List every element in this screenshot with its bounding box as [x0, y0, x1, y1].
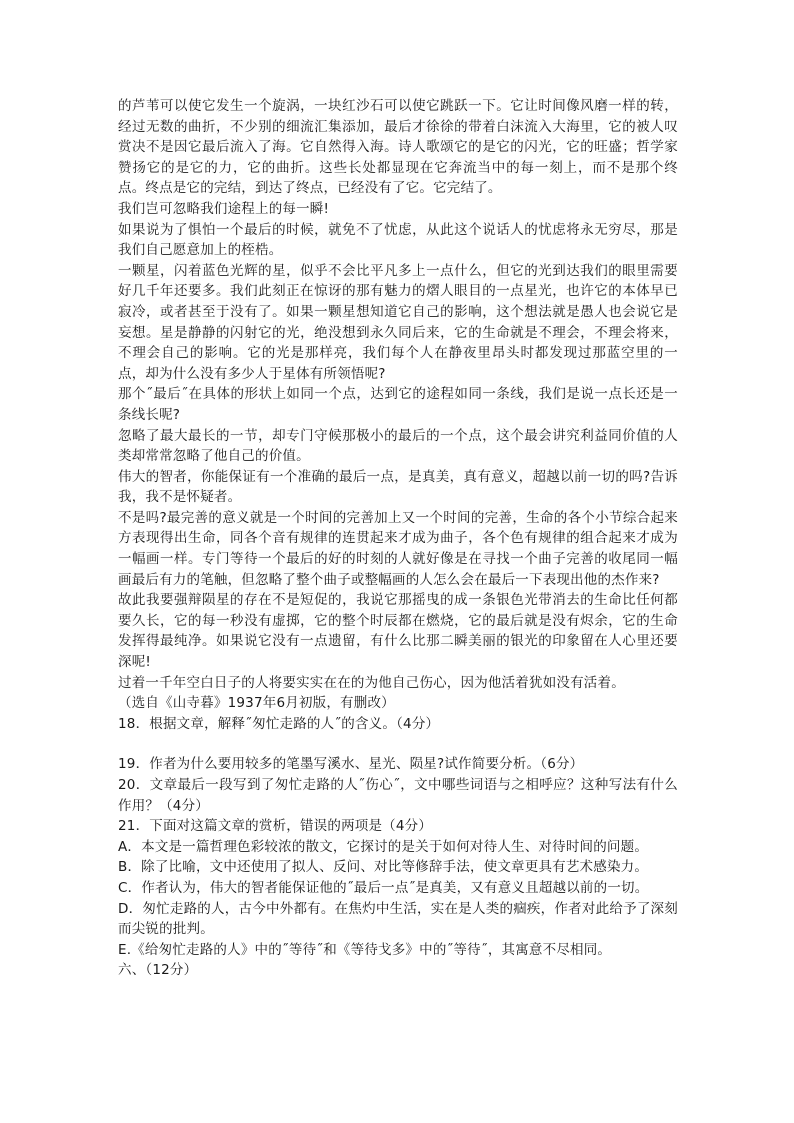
- source-note: （选自《山寺暮》1937年6月初版，有删改）: [118, 695, 395, 712]
- paragraph-neglect: 忽略了最大最长的一节，却专门守候那极小的最后的一个点，这个最会讲究利益同价值的人类却常常忽略了他自己的价值。: [118, 427, 678, 465]
- paragraph-perfection: 不是吗?最完善的意义就是一个时间的完善加上又一个时间的完善，生命的各个小节综合起来方表现得出生命，同各个音有规律的连贯起来才成为曲子，各个色有规律的组合起来才成为一幅画一样。专门等待一个最后的好的时刻的人就好像是在寻找一个曲子完善的收尾同一幅画最后有力的笔触，但忽略了整个曲子或整幅画的人怎么会在最后一下表现出他的杰作来?: [118, 509, 678, 588]
- paragraph-stream: 的芦苇可以使它发生一个旋涡，一块红沙石可以使它跳跃一下。它让时间像风磨一样的转，经过无数的曲折，不少别的细流汇集添加，最后才徐徐的带着白沫流入大海里，它的被人叹赏决不是因它最后流入了海。它自然得入海。诗人歌颂它的是它的闪光，它的旺盛；哲学家赞扬它的是它的力，它的曲折。这些长处都显现在它奔流当中的每一刻上，而不是那个终点。终点是它的完结，到达了终点，已经没有了它。它完结了。: [118, 98, 678, 197]
- option-c: C．作者认为，伟大的智者能保证他的˝最后一点˝是真美，又有意义且超越以前的一切。: [118, 879, 649, 896]
- question-19: 19．作者为什么要用较多的笔墨写溪水、星光、陨星?试作简要分析。（6分）: [118, 756, 584, 773]
- question-21: 21．下面对这篇文章的赏析，错误的两项是（4分）: [118, 818, 433, 835]
- paragraph-star: 一颗星，闪着蓝色光辉的星，似乎不会比平凡多上一点什么，但它的光到达我们的眼里需要好几千年还要多。我们此刻正在惊讶的那有魅力的熠人眼目的一点星光，也许它的本体早已寂冷，或者甚至于没有了。如果一颗星想知道它自己的影响，这个想法就是愚人也会说它是妄想。星是静静的闪射它的光，绝没想到永久同后来，它的生命就是不理会，不理会将来，不理会自己的影响。它的光是那样亮，我们每个人在静夜里昂头时都发现过那蓝空里的一点，却为什么没有多少人于星体有所领悟呢?: [118, 262, 678, 382]
- option-b: B．除了比喻，文中还使用了拟人、反问、对比等修辞手法，使文章更具有艺术感染力。: [118, 859, 649, 876]
- paragraph-every-moment: 我们岂可忽略我们途程上的每一瞬!: [118, 200, 330, 217]
- question-18: 18．根据文章，解释˝匆忙走路的人˝的含义。（4分）: [118, 715, 440, 732]
- paragraph-meteor: 故此我要强辩陨星的存在不是短促的，我说它那摇曳的成一条银色光带消去的生命比任何都要久长，它的每一秒没有虚掷，它的整个时辰都在燃烧，它的最后就是没有烬余，它的生命发挥得最纯净。如果说它没有一点遗留，有什么比那二瞬美丽的银光的印象留在人心里还要深呢!: [118, 592, 678, 671]
- paragraph-worry: 如果说为了惧怕一个最后的时候，就免不了忧虑，从此这个说话人的忧虑将永无穷尽，那是我们自己愿意加上的桎梏。: [118, 221, 678, 259]
- option-a: A．本文是一篇哲理色彩较浓的散文，它探讨的是关于如何对待人生、对待时间的问题。: [118, 838, 649, 855]
- option-d: D．匆忙走路的人，古今中外都有。在焦灼中生活，实在是人类的痼疾，作者对此给予了深刻而尖锐的批判。: [118, 900, 678, 938]
- answer-space: [118, 734, 678, 754]
- section-six-heading: 六、（12分）: [118, 962, 198, 979]
- paragraph-thousand-years: 过着一千年空白日子的人将要实实在在的为他自己伤心，因为他活着犹如没有活着。: [118, 674, 625, 691]
- paragraph-wise-man: 伟大的智者，你能保证有一个准确的最后一点，是真美，真有意义，超越以前一切的吗?告诉我，我不是怀疑者。: [118, 468, 678, 506]
- question-20: 20．文章最后一段写到了匆忙走路的人˝伤心˝，文中哪些词语与之相呼应？这种写法有什么作用？（4分）: [118, 777, 678, 814]
- option-e: E.《给匆忙走路的人》中的˝等待˝和《等待戈多》中的˝等待˝，其寓意不尽相同。: [118, 941, 612, 958]
- document-page: [118, 96, 678, 981]
- paragraph-point-line: 那个˝最后˝在具体的形状上如同一个点，达到它的途程如同一条线，我们是说一点长还是一条线长呢?: [118, 386, 678, 423]
